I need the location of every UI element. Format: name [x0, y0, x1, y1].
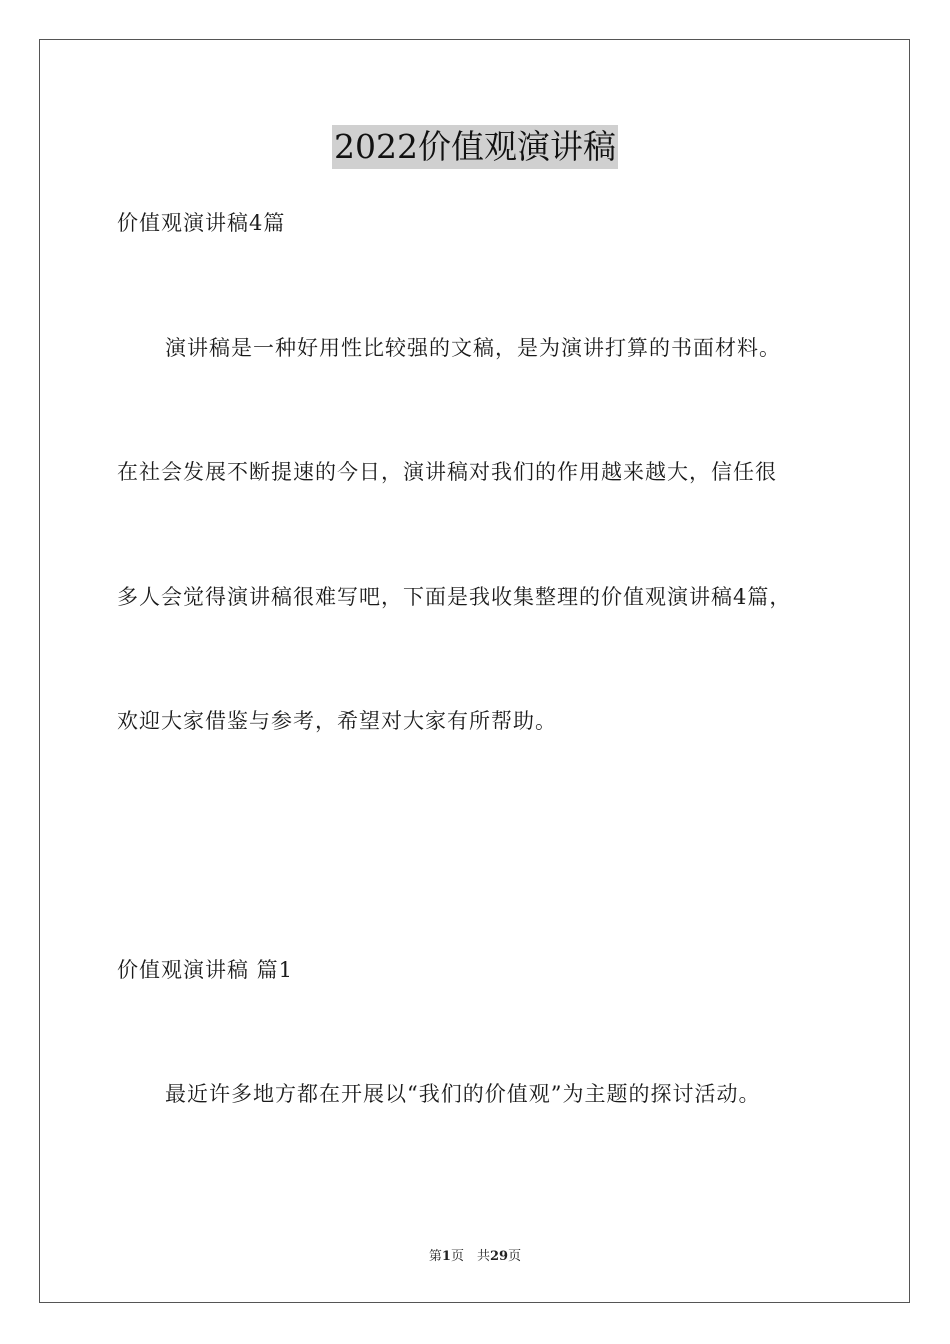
- intro-line-1: 演讲稿是一种好用性比较强的文稿，是为演讲打算的书面材料。: [165, 336, 781, 360]
- footer-suffix: 页: [508, 1249, 522, 1264]
- intro-line-4: 欢迎大家借鉴与参考，希望对大家有所帮助。: [117, 709, 557, 733]
- intro-line-3: 多人会觉得演讲稿很难写吧，下面是我收集整理的价值观演讲稿4篇，: [117, 585, 792, 609]
- document-title: 2022价值观演讲稿: [332, 125, 618, 169]
- footer-total-pages: 29: [489, 1249, 509, 1264]
- page-footer: [0, 1248, 950, 1266]
- section-first-line: 最近许多地方都在开展以“我们的价值观”为主题的探讨活动。: [165, 1082, 761, 1106]
- intro-line-2: 在社会发展不断提速的今日，演讲稿对我们的作用越来越大，信任很: [117, 460, 777, 484]
- footer-current-page: 1: [441, 1249, 451, 1264]
- section-heading: 价值观演讲稿 篇1: [117, 958, 294, 982]
- document-subtitle: 价值观演讲稿4篇: [117, 211, 286, 235]
- title-container: [0, 125, 950, 169]
- footer-prefix: 第: [428, 1249, 442, 1264]
- footer-mid: 页 共: [450, 1249, 490, 1264]
